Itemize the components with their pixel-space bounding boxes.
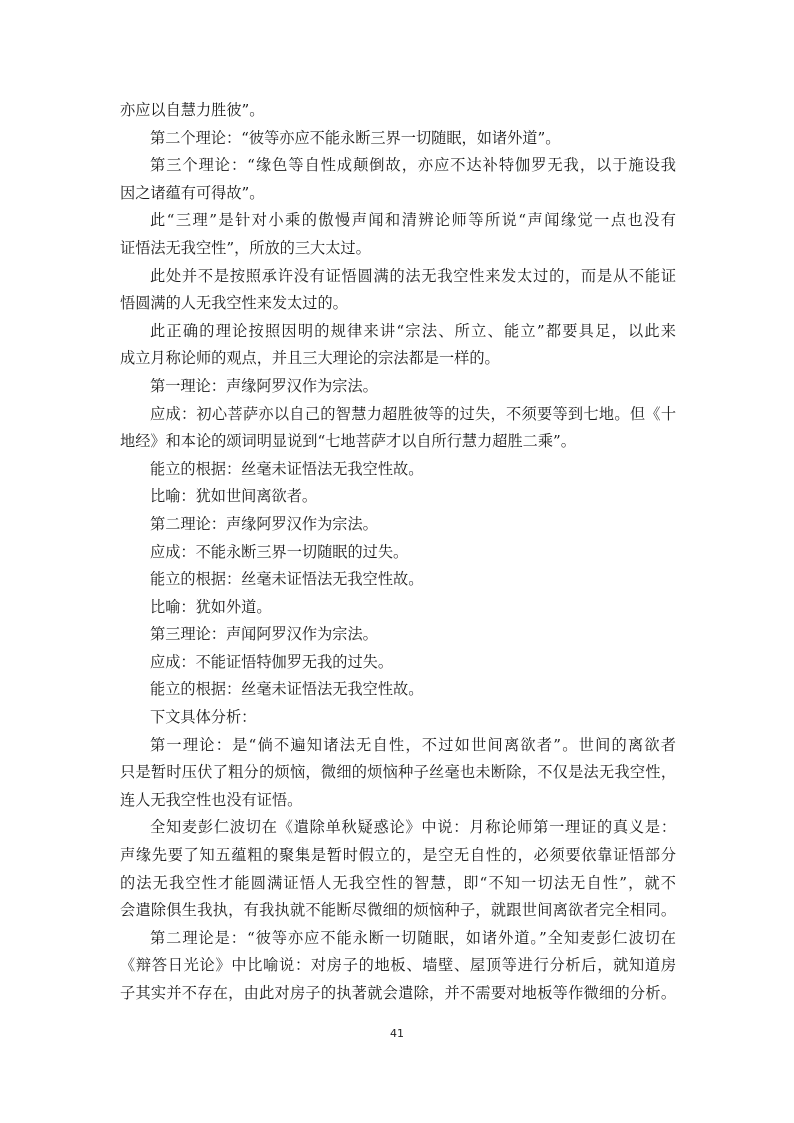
text-line: 悟圆满的人无我空性来发太过的。 <box>120 294 348 313</box>
text-line: 成立月称论师的观点，并且三大理论的宗法都是一样的。 <box>120 349 500 368</box>
text-line: 只是暂时压伏了粗分的烦恼，微细的烦恼种子丝毫也未断除，不仅是法无我空性， <box>120 763 676 782</box>
text-line: 下文具体分析： <box>150 708 257 727</box>
text-line: 应成：不能永断三界一切随眠的过失。 <box>150 542 409 561</box>
text-line: 第三理论：声闻阿罗汉作为宗法。 <box>150 625 378 644</box>
text-line: 此“三理”是针对小乘的傲慢声闻和清辨论师等所说“声闻缘觉一点也没有 <box>150 211 676 230</box>
text-line: 《辩答日光论》中比喻说：对房子的地板、墙壁、屋顶等进行分析后，就知道房 <box>120 956 676 975</box>
text-line: 能立的根据：丝毫未证悟法无我空性故。 <box>150 680 424 699</box>
text-line: 的法无我空性才能圆满证悟人无我空性的智慧，即“不知一切法无自性”，就不 <box>120 873 676 892</box>
text-line: 比喻：犹如世间离欲者。 <box>150 487 318 506</box>
text-line: 会遣除俱生我执，有我执就不能断尽微细的烦恼种子，就跟世间离欲者完全相同。 <box>120 901 676 920</box>
text-line: 连人无我空性也没有证悟。 <box>120 790 303 809</box>
text-line: 亦应以自慧力胜彼”。 <box>120 101 265 119</box>
text-line: 应成：不能证悟特伽罗无我的过失。 <box>150 652 393 671</box>
text-line: 第二个理论：“彼等亦应不能永断三界一切随眠，如诸外道”。 <box>150 128 561 147</box>
text-line: 声缘先要了知五蕴粗的聚集是暂时假立的，是空无自性的，必须要依靠证悟部分 <box>120 846 676 865</box>
text-line: 全知麦彭仁波切在《遣除单秋疑惑论》中说：月称论师第一理证的真义是： <box>150 818 676 837</box>
text-line: 因之诸蕴有可得故”。 <box>120 183 265 202</box>
text-line: 第二理论是：“彼等亦应不能永断一切随眠，如诸外道。”全知麦彭仁波切在 <box>150 928 676 947</box>
text-line: 比喻：犹如外道。 <box>150 597 272 616</box>
text-line: 子其实并不存在，由此对房子的执著就会遣除，并不需要对地板等作微细的分析。 <box>120 984 676 1002</box>
text-line: 第二理论：声缘阿罗汉作为宗法。 <box>150 514 378 533</box>
text-line: 第一理论：声缘阿罗汉作为宗法。 <box>150 376 378 395</box>
text-line: 第三个理论：“缘色等自性成颠倒故，亦应不达补特伽罗无我，以于施设我 <box>150 156 676 175</box>
page-number: 41 <box>390 1027 404 1040</box>
text-line: 第一理论：是“倘不遍知诸法无自性，不过如世间离欲者”。世间的离欲者 <box>150 735 676 754</box>
document-body <box>120 97 676 1008</box>
text-line: 应成：初心菩萨亦以自己的智慧力超胜彼等的过失，不须要等到七地。但《十 <box>150 404 676 423</box>
text-line: 能立的根据：丝毫未证悟法无我空性故。 <box>150 570 424 589</box>
text-line: 证悟法无我空性”，所放的三大太过。 <box>120 238 371 257</box>
text-line: 能立的根据：丝毫未证悟法无我空性故。 <box>150 459 424 478</box>
text-line: 此处并不是按照承许没有证悟圆满的法无我空性来发太过的，而是从不能证 <box>150 266 676 285</box>
text-line: 地经》和本论的颂词明显说到“七地菩萨才以自所行慧力超胜二乘”。 <box>120 432 576 451</box>
text-line: 此正确的理论按照因明的规律来讲“宗法、所立、能立”都要具足，以此来 <box>150 321 676 340</box>
